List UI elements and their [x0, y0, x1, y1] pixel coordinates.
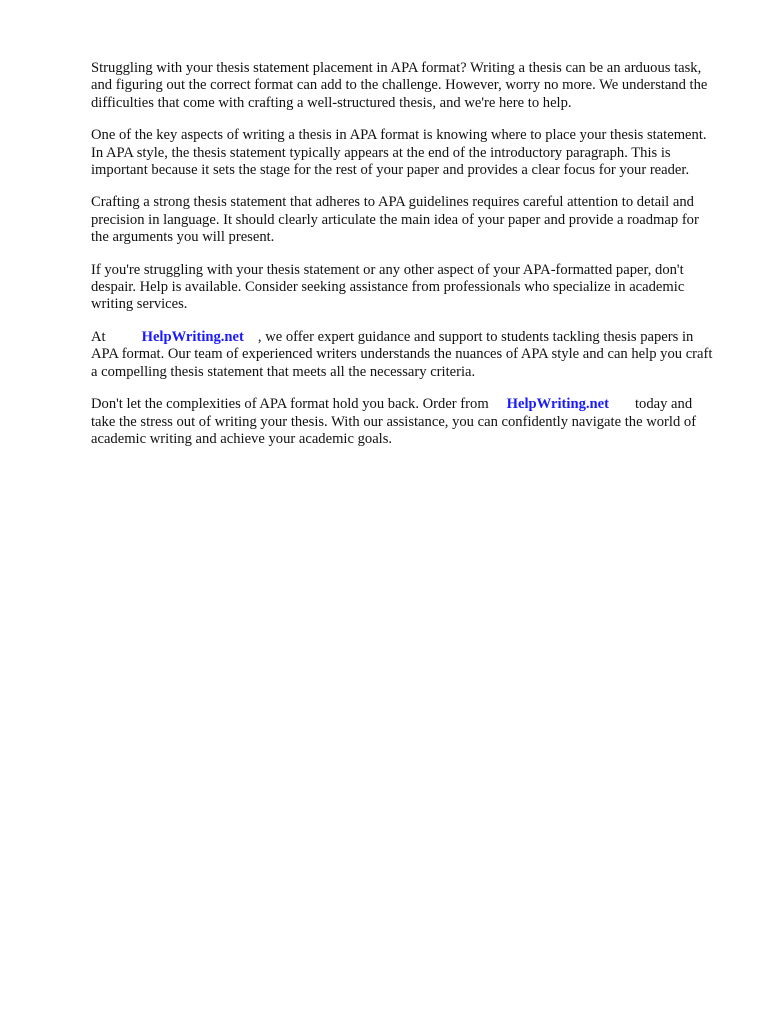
- paragraph-cta-rest: today and take the stress out of writing your thesis. With our assistance, you can confidently navigate the world of academic writing and achieve your academic goals.: [91, 396, 697, 447]
- paragraph-cta-lead: Don't let the complexities of APA format hold you back. Order from: [91, 396, 489, 413]
- paragraph-service-offer-rest: , we offer expert guidance and support to students tackling thesis papers in APA format. Our team of experienced writers understands the nuances of APA style and can help you craft a compelling thesis statement that meets all the necessary criteria.: [91, 328, 713, 380]
- paragraph-crafting: Crafting a strong thesis statement that adheres to APA guidelines requires careful attention to detail and precision in language. It should clearly articulate the main idea of your paper and provide a roadmap for the arguments you will present.: [91, 194, 699, 246]
- paragraph-service-offer-lead: At: [91, 328, 106, 345]
- helpwriting-order-link[interactable]: HelpWriting.net: [506, 396, 609, 413]
- paragraph-help-available: If you're struggling with your thesis statement or any other aspect of your APA-formatted paper, don't despair. Help is available. Consider seeking assistance from professionals who specialize in academic writing services.: [91, 261, 685, 313]
- document-body: [91, 60, 716, 463]
- helpwriting-link[interactable]: HelpWriting.net: [141, 328, 244, 345]
- paragraph-call-to-action: [91, 396, 716, 448]
- paragraph-service-offer: [91, 329, 716, 381]
- paragraph-placement: One of the key aspects of writing a thesis in APA format is knowing where to place your thesis statement. In APA style, the thesis statement typically appears at the end of the introductory paragraph. This is important because it sets the stage for the rest of your paper and provides a clear focus for your reader.: [91, 127, 707, 179]
- paragraph-intro: Struggling with your thesis statement placement in APA format? Writing a thesis can be an arduous task, and figuring out the correct format can add to the challenge. However, worry no more. We understand the difficulties that come with crafting a well-structured thesis, and we're here to help.: [91, 60, 708, 111]
